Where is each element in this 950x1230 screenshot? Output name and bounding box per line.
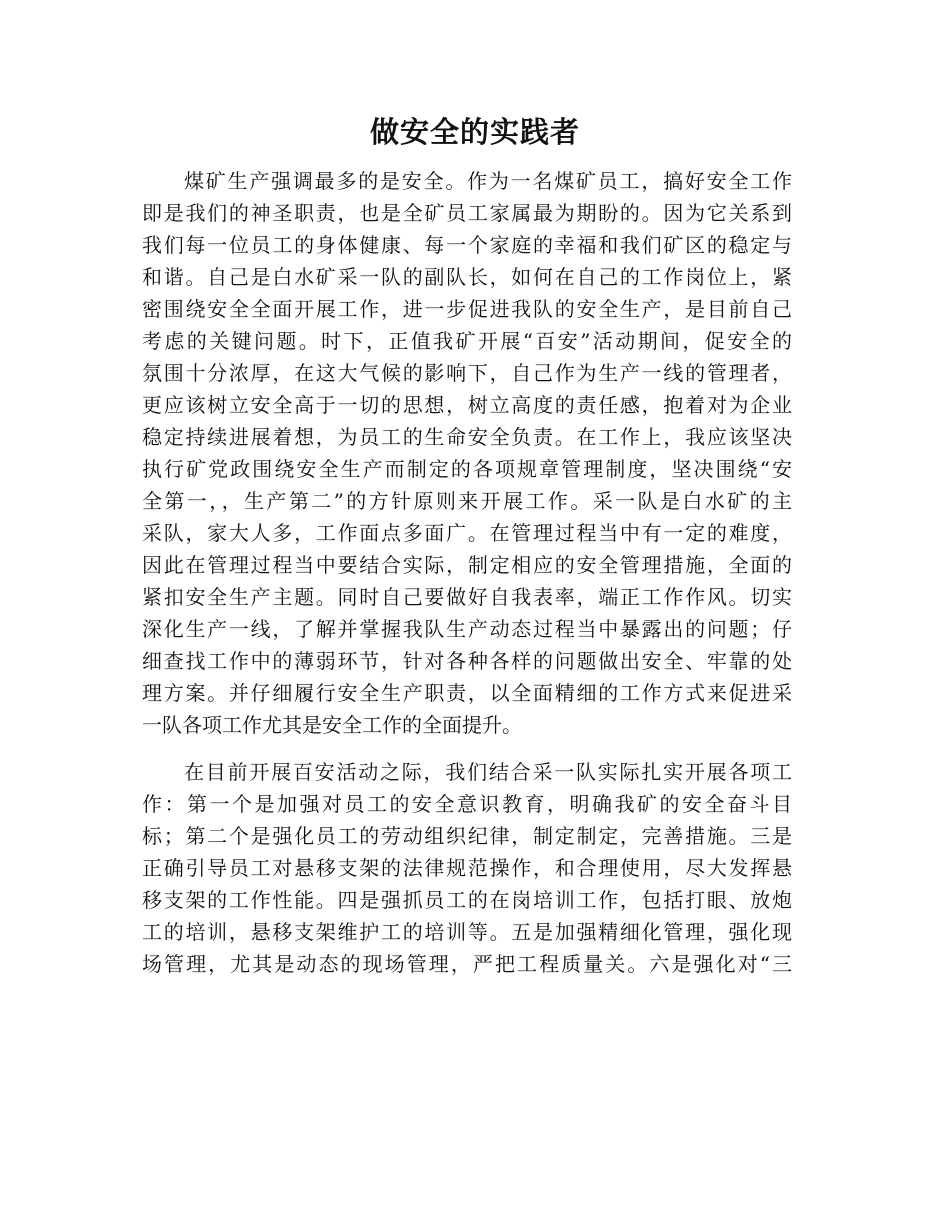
paragraph-2-line: 标；第二个是强化员工的劳动组织纪律，制定制定，完善措施。三是 [142, 824, 792, 848]
paragraph-1-line: 深化生产一线，了解并掌握我队生产动态过程当中暴露出的问题；仔 [142, 617, 792, 641]
paragraph-1-line: 我们每一位员工的身体健康、每一个家庭的幸福和我们矿区的稳定与 [142, 233, 792, 257]
paragraph-1-line: 因此在管理过程当中要结合实际，制定相应的安全管理措施，全面的 [142, 553, 792, 577]
paragraph-1-line: 稳定持续进展着想，为员工的生命安全负责。在工作上，我应该坚决 [142, 425, 792, 449]
paragraph-2-line: 正确引导员工对悬移支架的法律规范操作，和合理使用，尽大发挥悬 [142, 856, 792, 880]
paragraph-2-line: 场管理，尤其是动态的现场管理，严把工程质量关。六是强化对“三 [142, 952, 792, 976]
paragraph-2-line: 工的培训，悬移支架维护工的培训等。五是加强精细化管理，强化现 [142, 920, 792, 944]
paragraph-1-line: 和谐。自己是白水矿采一队的副队长，如何在自己的工作岗位上，紧 [142, 265, 792, 289]
paragraph-1-line: 执行矿党政围绕安全生产而制定的各项规章管理制度，坚决围绕“安 [142, 457, 792, 481]
paragraph-1-line: 氛围十分浓厚，在这大气候的影响下，自己作为生产一线的管理者， [142, 361, 792, 385]
paragraph-1-line: 密围绕安全全面开展工作，进一步促进我队的安全生产，是目前自己 [142, 297, 792, 321]
document-title: 做安全的实践者 [369, 115, 580, 149]
paragraph-1-line: 煤矿生产强调最多的是安全。作为一名煤矿员工，搞好安全工作 [184, 169, 792, 193]
paragraph-1-line: 采队，家大人多，工作面点多面广。在管理过程当中有一定的难度， [142, 521, 792, 545]
paragraph-1-line: 紧扣安全生产主题。同时自己要做好自我表率，端正工作作风。切实 [142, 585, 792, 609]
paragraph-1-line: 理方案。并仔细履行安全生产职责，以全面精细的工作方式来促进采 [142, 681, 792, 705]
paragraph-1-line: 更应该树立安全高于一切的思想，树立高度的责任感，抱着对为企业 [142, 393, 792, 417]
paragraph-1-line: 考虑的关键问题。时下，正值我矿开展“百安”活动期间，促安全的 [142, 329, 792, 353]
paragraph-1-line: 细查找工作中的薄弱环节，针对各种各样的问题做出安全、牢靠的处 [142, 649, 792, 673]
paragraph-2-line: 移支架的工作性能。四是强抓员工的在岗培训工作，包括打眼、放炮 [142, 888, 792, 912]
paragraph-2-line: 在目前开展百安活动之际，我们结合采一队实际扎实开展各项工 [184, 760, 792, 784]
paragraph-1-line: 全第一，，生产第二”的方针原则来开展工作。采一队是白水矿的主 [142, 489, 792, 513]
paragraph-1-line: 即是我们的神圣职责，也是全矿员工家属最为期盼的。因为它关系到 [142, 201, 792, 225]
paragraph-2-line: 作：第一个是加强对员工的安全意识教育，明确我矿的安全奋斗目 [142, 792, 792, 816]
paragraph-1-line: 一队各项工作尤其是安全工作的全面提升。 [142, 713, 522, 737]
